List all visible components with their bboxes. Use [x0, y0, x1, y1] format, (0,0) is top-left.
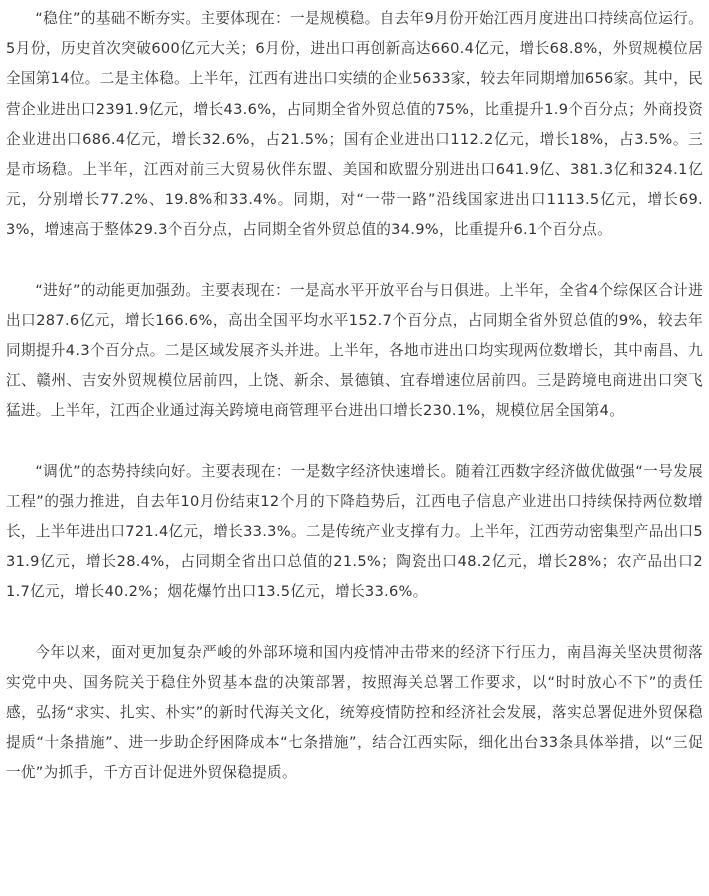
paragraph-optimize: “调优”的态势持续向好。主要表现在：一是数字经济快速增长。随着江西数字经济做优做强“一号发展工程”的强力推进，自去年10月份结束12个月的下降趋势后，江西电子信息产业进出口持续保持两位数增长，上半年进出口721.4亿元，增长33.3%。二是传统产业支撑有力。上半年，江西劳动密集型产品出口531.9亿元，增长28.4%，占同期全省出口总值的21.5%；陶瓷出口48.2亿元，增长28%；农产品出口21.7亿元，增长40.2%；烟花爆竹出口13.5亿元，增长33.6%。	[6, 462, 703, 601]
paragraph-customs-measures: 今年以来，面对更加复杂严峻的外部环境和国内疫情冲击带来的经济下行压力，南昌海关坚决贯彻落实党中央、国务院关于稳住外贸基本盘的决策部署，按照海关总署工作要求，以“时时放心不下”的责任感，弘扬“求实、扎实、朴实”的新时代海关文化，统筹疫情防控和经济社会发展，落实总署促进外贸保稳提质“十条措施”、进一步助企纾困降成本“七条措施”，结合江西实际，细化出台33条具体举措，以“三促一优”为抓手，千方百计促进外贸保稳提质。	[6, 643, 703, 782]
paragraph-stabilize: “稳住”的基础不断夯实。主要体现在：一是规模稳。自去年9月份开始江西月度进出口持续高位运行。5月份，历史首次突破600亿元大关；6月份，进出口再创新高达660.4亿元，增长68.8%，外贸规模位居全国第14位。二是主体稳。上半年，江西有进出口实绩的企业5633家，较去年同期增加656家。其中，民营企业进出口2391.9亿元，增长43.6%，占同期全省外贸总值的75%，比重提升1.9个百分点；外商投资企业进出口686.4亿元，增长32.6%，占21.5%；国有企业进出口112.2亿元，增长18%，占3.5%。三是市场稳。上半年，江西对前三大贸易伙伴东盟、美国和欧盟分别进出口641.9亿、381.3亿和324.1亿元，分别增长77.2%、19.8%和33.4%。同期，对“一带一路”沿线国家进出口1113.5亿元，增长69.3%，增速高于整体29.3个百分点，占同期全省外贸总值的34.9%，比重提升6.1个百分点。	[6, 10, 703, 239]
paragraph-improve: “进好”的动能更加强劲。主要表现在：一是高水平开放平台与日俱进。上半年，全省4个综保区合计进出口287.6亿元，增长166.6%，高出全国平均水平152.7个百分点，占同期全省外贸总值的9%，较去年同期提升4.3个百分点。二是区域发展齐头并进。上半年，各地市进出口均实现两位数增长，其中南昌、九江、赣州、吉安外贸规模位居前四，上饶、新余、景德镇、宜春增速位居前四。三是跨境电商进出口突飞猛进。上半年，江西企业通过海关跨境电商管理平台进出口增长230.1%，规模位居全国第4。	[6, 281, 703, 420]
